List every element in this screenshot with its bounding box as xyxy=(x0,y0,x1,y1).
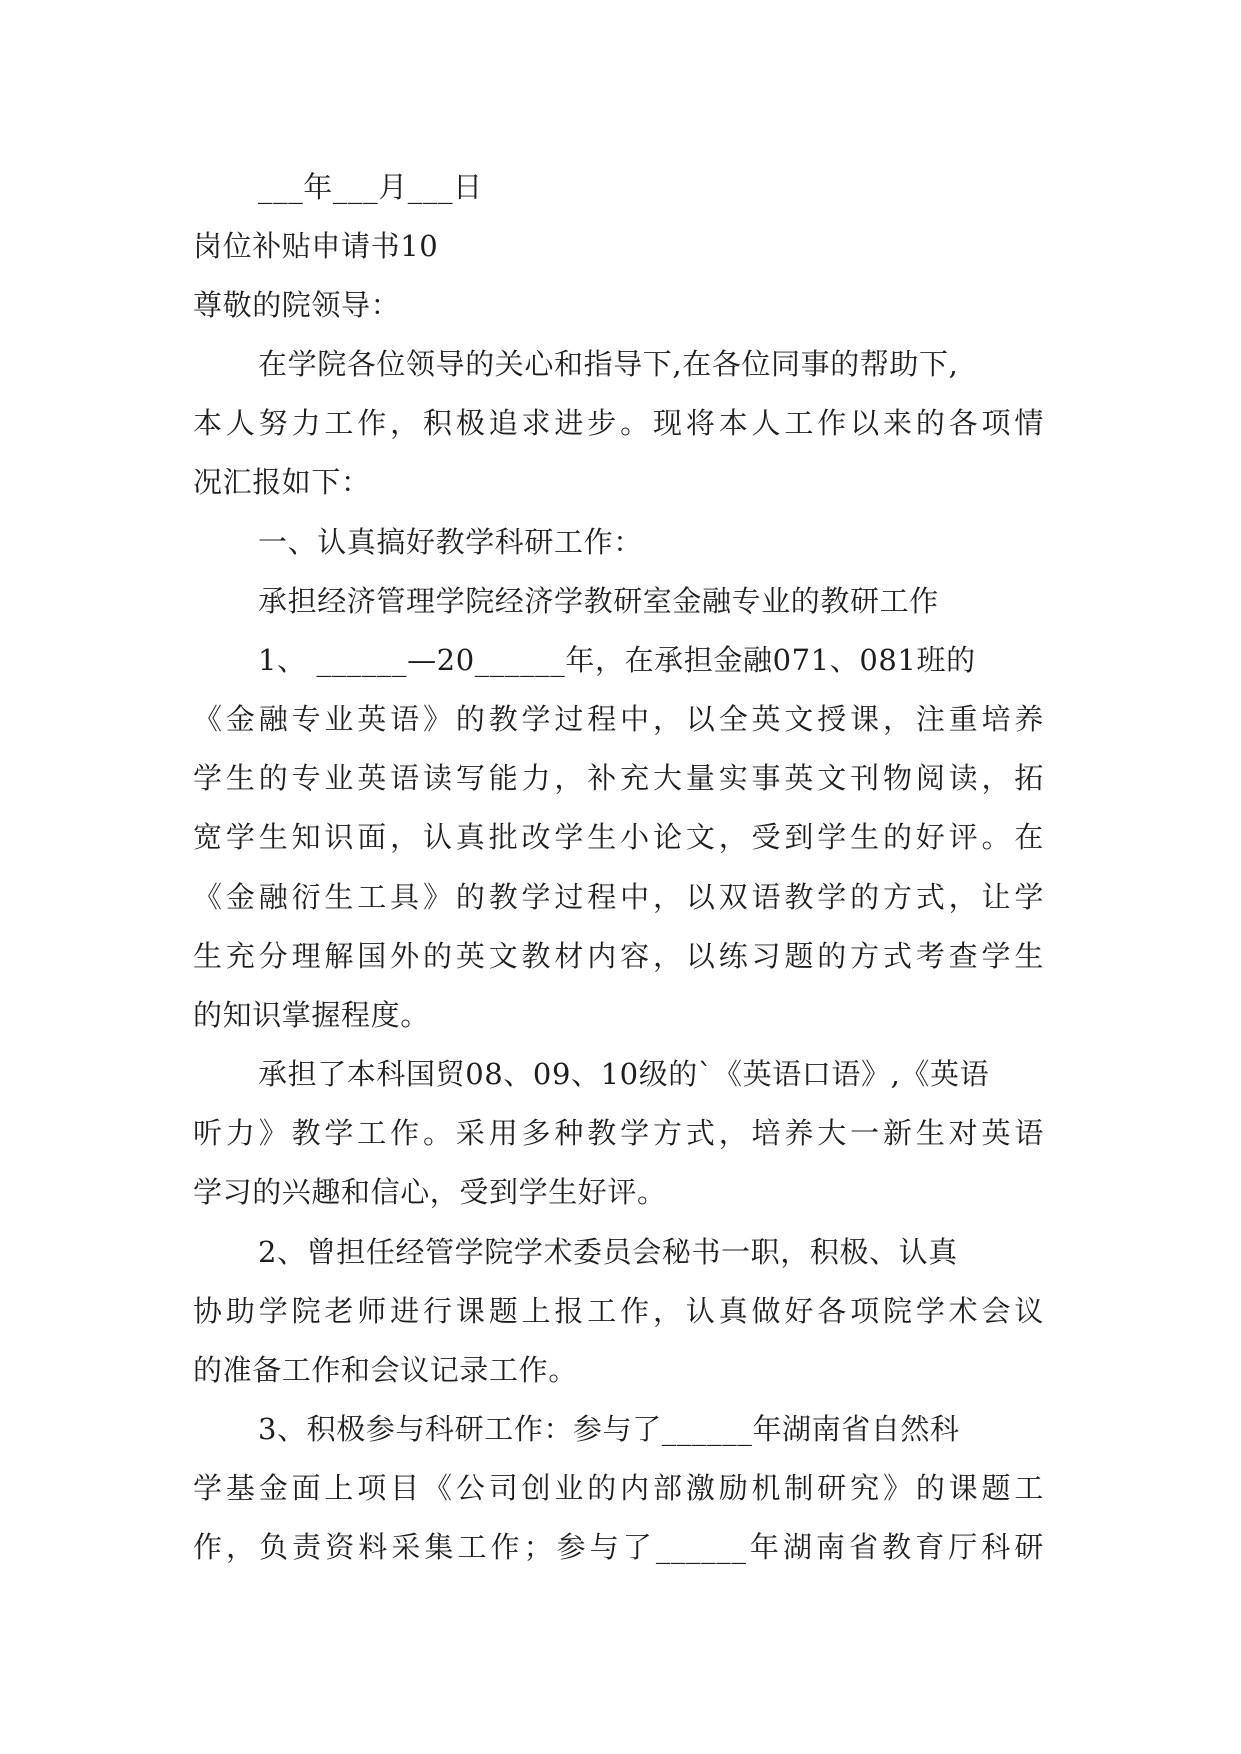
paragraph-line: 作，负责资料采集工作；参与了______年湖南省教育厅科研 xyxy=(193,1530,1044,1564)
paragraph-line: 承担经济管理学院经济学教研室金融专业的教研工作 xyxy=(258,584,939,618)
paragraph-line: 的知识掌握程度。 xyxy=(193,998,430,1032)
paragraph-line: 学习的兴趣和信心，受到学生好评。 xyxy=(193,1175,667,1209)
paragraph-line: 《金融衍生工具》的教学过程中，以双语教学的方式，让学 xyxy=(193,880,1044,914)
paragraph-line: 本人努力工作，积极追求进步。现将本人工作以来的各项情 xyxy=(193,406,1044,440)
paragraph-line: 承担了本科国贸08、09、10级的`《英语口语》,《英语 xyxy=(258,1057,990,1091)
paragraph-line: 在学院各位领导的关心和指导下,在各位同事的帮助下, xyxy=(258,347,959,381)
paragraph-line: 生充分理解国外的英文教材内容，以练习题的方式考查学生 xyxy=(193,939,1044,973)
paragraph-line: 1、 ______—20______年，在承担金融071、081班的 xyxy=(258,643,976,677)
paragraph-line: 学基金面上项目《公司创业的内部激励机制研究》的课题工 xyxy=(193,1471,1044,1505)
paragraph-line: 3、积极参与科研工作：参与了______年湖南省自然科 xyxy=(258,1412,960,1446)
paragraph-line: 宽学生知识面，认真批改学生小论文，受到学生的好评。在 xyxy=(193,820,1044,854)
paragraph-line: 2、曾担任经管学院学术委员会秘书一职，积极、认真 xyxy=(258,1235,958,1269)
date-line: ___年___月___日 xyxy=(258,170,483,204)
document-title: 岗位补贴申请书10 xyxy=(193,229,439,263)
section-heading: 一、认真搞好教学科研工作： xyxy=(258,525,643,559)
paragraph-line: 学生的专业英语读写能力，补充大量实事英文刊物阅读，拓 xyxy=(193,761,1044,795)
paragraph-line: 协助学院老师进行课题上报工作，认真做好各项院学术会议 xyxy=(193,1294,1044,1328)
paragraph-line: 况汇报如下： xyxy=(193,465,371,499)
paragraph-line: 听力》教学工作。采用多种教学方式，培养大一新生对英语 xyxy=(193,1116,1044,1150)
salutation: 尊敬的院领导： xyxy=(193,288,401,322)
paragraph-line: 《金融专业英语》的教学过程中，以全英文授课，注重培养 xyxy=(193,702,1044,736)
paragraph-line: 的准备工作和会议记录工作。 xyxy=(193,1353,578,1387)
